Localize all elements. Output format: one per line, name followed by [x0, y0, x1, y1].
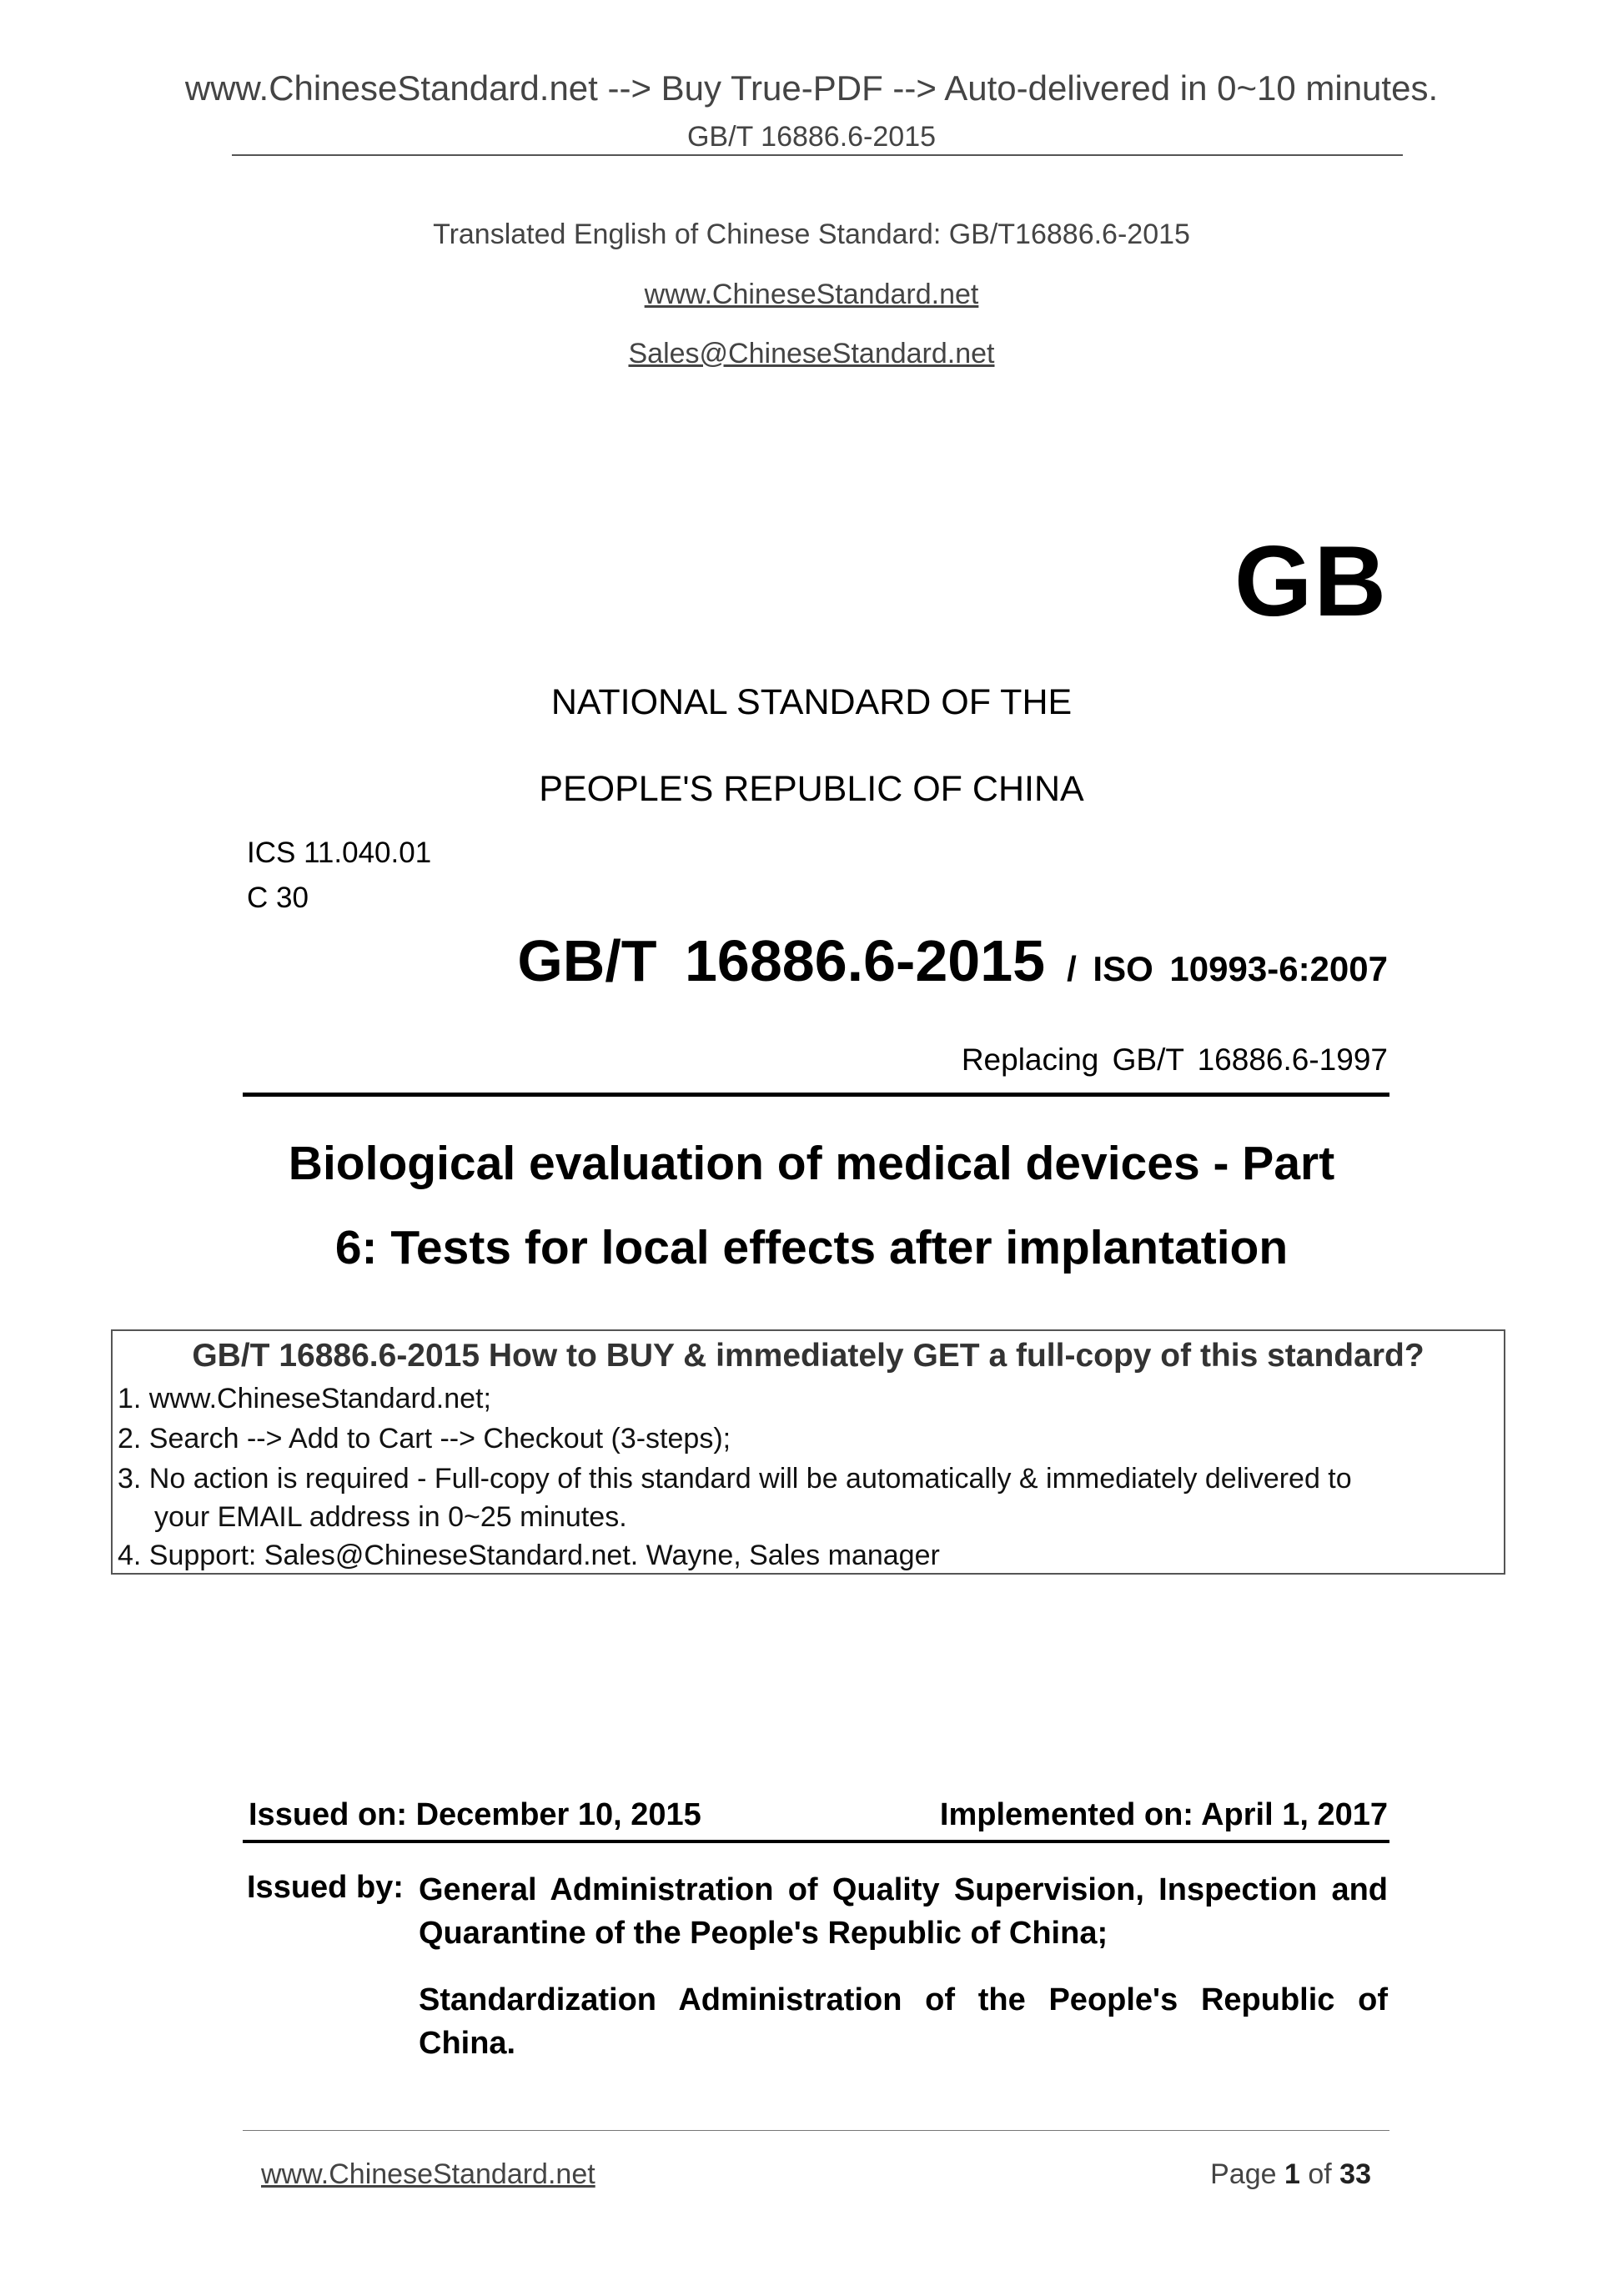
- iso-code: / ISO 10993-6:2007: [1067, 949, 1388, 988]
- title-divider: [243, 1093, 1389, 1097]
- document-title-line2: 6: Tests for local effects after implantation: [334, 1221, 1289, 1274]
- website-link[interactable]: www.ChineseStandard.net: [644, 279, 979, 310]
- page-indicator: [1210, 2158, 1371, 2191]
- ics-code: ICS 11.040.01: [247, 837, 432, 869]
- national-standard-line1: NATIONAL STANDARD OF THE: [550, 682, 1073, 722]
- purchase-step-1: 1. www.ChineseStandard.net;: [118, 1383, 491, 1414]
- issued-on-date: Issued on: December 10, 2015: [249, 1797, 701, 1832]
- issuer-1: General Administration of Quality Supervision, Inspection and Quarantine of the People's Republic of China;: [419, 1872, 1388, 1951]
- header-standard-code: GB/T 16886.6-2015: [686, 121, 937, 153]
- purchase-heading: GB/T 16886.6-2015 How to BUY & immediately GET a full-copy of this standard?: [192, 1338, 1425, 1374]
- footer-divider: [243, 2130, 1389, 2131]
- standard-code-line: [517, 927, 1388, 994]
- email-link[interactable]: Sales@ChineseStandard.net: [628, 338, 995, 369]
- issuer-2: Standardization Administration of the People's Republic of China.: [419, 1982, 1388, 2061]
- header-divider: [232, 154, 1403, 156]
- replacing-note: Replacing GB/T 16886.6-1997: [961, 1042, 1388, 1077]
- purchase-step-3: 3. No action is required - Full-copy of this standard will be automatically & immediately delivered to: [118, 1463, 1352, 1495]
- purchase-step-2: 2. Search --> Add to Cart --> Checkout (3-steps);: [118, 1423, 731, 1454]
- page-total: 33: [1339, 2158, 1371, 2190]
- page-number: 1: [1284, 2158, 1300, 2190]
- header-top-line: www.ChineseStandard.net --> Buy True-PDF --> Auto-delivered in 0~10 minutes.: [184, 68, 1439, 108]
- translated-title: Translated English of Chinese Standard: GB/T16886.6-2015: [433, 219, 1190, 250]
- page-of: of: [1299, 2158, 1340, 2190]
- issued-by-label: Issued by:: [247, 1870, 404, 1905]
- page-prefix: Page: [1210, 2158, 1284, 2190]
- national-standard-line2: PEOPLE'S REPUBLIC OF CHINA: [539, 769, 1084, 809]
- standard-code: GB/T 16886.6-2015: [517, 928, 1046, 993]
- document-title-line1: Biological evaluation of medical devices - Part: [288, 1137, 1335, 1190]
- purchase-step-3-continued: your EMAIL address in 0~25 minutes.: [154, 1501, 627, 1533]
- website-link-row: [0, 279, 1623, 311]
- gb-mark: GB: [1234, 525, 1388, 637]
- implemented-on-date: Implemented on: April 1, 2017: [939, 1797, 1388, 1832]
- email-link-row: [0, 338, 1623, 370]
- purchase-step-4: 4. Support: Sales@ChineseStandard.net. Wayne, Sales manager: [118, 1540, 940, 1571]
- footer-website-link[interactable]: www.ChineseStandard.net: [261, 2158, 595, 2190]
- ccs-code: C 30: [247, 882, 309, 914]
- dates-divider: [243, 1840, 1389, 1843]
- purchase-info-box: [111, 1329, 1505, 1575]
